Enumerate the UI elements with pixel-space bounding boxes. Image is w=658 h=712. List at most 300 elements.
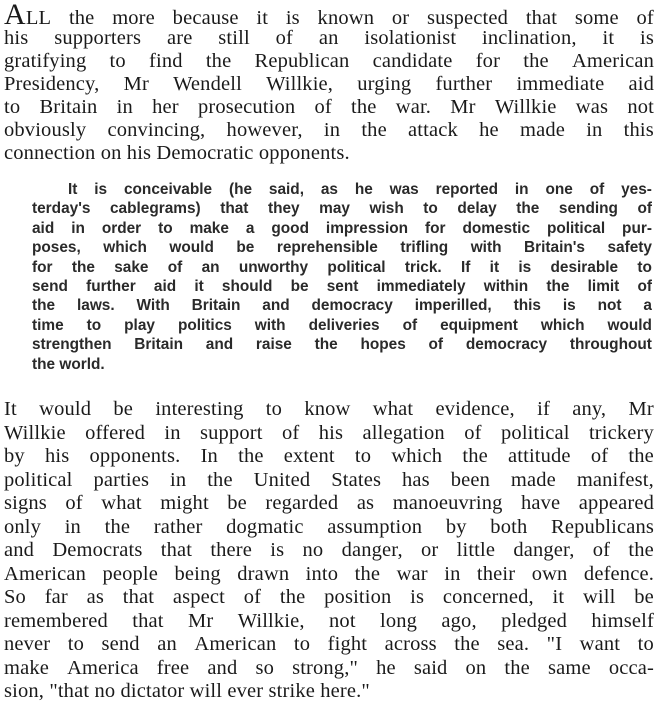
word: deliveries (308, 316, 380, 334)
word: or (391, 7, 410, 29)
word: it (194, 278, 204, 295)
word: it (552, 586, 565, 608)
text-line (4, 50, 654, 73)
word: what (101, 492, 142, 514)
word: to (86, 316, 102, 334)
word: only (4, 515, 42, 538)
word: are (166, 27, 193, 49)
word: order (101, 219, 142, 237)
word: obviously (4, 119, 87, 141)
word: safety (607, 239, 652, 257)
word: their (476, 562, 516, 585)
word: not (329, 609, 356, 632)
text-line (4, 73, 654, 96)
word: to (423, 200, 438, 218)
word: was (575, 96, 609, 118)
word: of (402, 316, 418, 334)
word: prosecution (197, 96, 296, 118)
word: said, (268, 181, 304, 198)
word: this (513, 297, 541, 315)
word: immediate (516, 73, 605, 95)
word: so (255, 656, 274, 679)
word: one (545, 181, 573, 198)
word: reprehensible (276, 239, 378, 257)
word: laws. (76, 297, 115, 315)
drop-cap-rest: LL (25, 7, 52, 29)
word: in (64, 515, 81, 538)
word: make (189, 219, 229, 237)
word: of (243, 586, 262, 608)
word: So (4, 586, 26, 608)
word: is (285, 7, 300, 29)
word: to (158, 219, 173, 237)
word: in (444, 562, 461, 585)
word: the (207, 468, 233, 491)
word: know (304, 398, 351, 420)
word: send (101, 633, 140, 655)
word: in (323, 119, 341, 141)
word: want (579, 633, 621, 655)
word: never (4, 633, 51, 655)
word: drawn (237, 562, 290, 585)
text-line (4, 119, 654, 142)
text-line (4, 539, 654, 562)
word: in (170, 468, 187, 491)
word: In (200, 445, 218, 467)
text-line (4, 586, 654, 609)
word: democracy (465, 336, 548, 354)
word: not (627, 96, 654, 118)
word: candidate (372, 50, 453, 72)
word: with (470, 239, 502, 257)
word: the (314, 336, 338, 354)
word: the (628, 539, 654, 561)
word: far (44, 586, 68, 608)
word: own (531, 562, 568, 585)
word: ago, (441, 609, 477, 632)
word: Britain (191, 297, 241, 315)
word: politics (177, 316, 232, 334)
word: as (320, 181, 338, 198)
word: domestic (462, 219, 531, 237)
word: trick. (404, 258, 442, 276)
word: and (4, 539, 35, 561)
word: to (354, 445, 372, 467)
word: concerned, (442, 586, 534, 608)
word: made (519, 119, 565, 141)
word: rather (153, 515, 203, 538)
word: Mr (187, 609, 214, 632)
word: said (413, 656, 448, 679)
text-line (4, 422, 654, 445)
word: the (279, 586, 306, 608)
word: aid (628, 73, 654, 95)
drop-cap: A (4, 0, 26, 30)
word: position (324, 586, 392, 608)
word: political (501, 421, 570, 444)
word: political (327, 258, 386, 276)
word: would (169, 239, 214, 257)
text-line (32, 356, 652, 374)
word: Presidency, (4, 73, 100, 95)
text-line (4, 27, 654, 50)
word: within (483, 278, 529, 295)
word: Willkie (494, 96, 557, 118)
text-line (68, 181, 652, 199)
word: Britain (134, 336, 184, 354)
word: fight (327, 633, 368, 655)
line-text: sion, "that no dictator will ever strike here." (4, 680, 370, 702)
word: conceivable (123, 181, 213, 198)
text-line (4, 680, 654, 703)
word: the (205, 50, 232, 72)
word: of (65, 492, 83, 514)
word: democracy (311, 297, 393, 315)
word: they (267, 200, 300, 218)
word: is (518, 258, 532, 276)
word: his (318, 421, 344, 444)
word: will (582, 586, 616, 608)
word: he (479, 119, 499, 141)
word: It (4, 398, 17, 420)
word: the (454, 633, 480, 655)
word: cablegrams) (109, 200, 201, 218)
word: aspect (172, 586, 226, 608)
text-line (4, 610, 654, 633)
word: that (220, 200, 249, 218)
word: sent (326, 278, 359, 295)
word: being (174, 562, 221, 585)
word: may (319, 200, 350, 218)
word: still (218, 27, 250, 49)
word: reported (435, 181, 499, 198)
word: a (643, 297, 652, 315)
word: he (376, 656, 396, 679)
word: free (156, 656, 190, 679)
text-line (4, 633, 654, 656)
word: and (205, 336, 234, 354)
word: that (525, 7, 558, 29)
word: the (354, 562, 381, 585)
word: assumption (327, 515, 423, 538)
word: appeared (578, 492, 654, 514)
word: of (464, 421, 482, 444)
word: which (391, 445, 443, 467)
word: into (305, 562, 339, 585)
word: convincing, (107, 119, 206, 141)
text-line (32, 239, 652, 257)
word: in (586, 119, 603, 141)
word: make (4, 656, 49, 679)
word: play (124, 316, 155, 334)
word: of (592, 539, 611, 561)
word: extent (283, 445, 335, 467)
word: the (462, 445, 488, 467)
word: Willkie, (237, 609, 305, 632)
word: delay (457, 200, 497, 218)
word: Britain's (524, 239, 585, 257)
word: United (253, 468, 311, 491)
word: of (281, 421, 300, 444)
word: it (256, 7, 269, 29)
word: Britain (39, 96, 98, 118)
word: supporters (54, 27, 142, 49)
word: be (236, 239, 255, 257)
word: poses, (32, 239, 81, 257)
word: manifest, (576, 468, 654, 491)
word: war (396, 562, 428, 585)
word: aid (32, 219, 55, 237)
word: for (32, 258, 53, 276)
word: was (389, 181, 419, 198)
word: strengthen (32, 336, 112, 354)
word: suspected (427, 7, 509, 29)
word: as (86, 586, 105, 608)
word: in (71, 219, 85, 237)
word: which (540, 316, 585, 334)
text-line (4, 516, 654, 539)
word: parties (93, 468, 150, 491)
word: gratifying (4, 50, 87, 72)
word: no (302, 539, 324, 561)
word: hopes (360, 336, 406, 354)
word: of (589, 181, 605, 198)
word: for (475, 50, 501, 72)
word: Republicans (551, 515, 654, 538)
text-line (4, 563, 654, 586)
word: would (39, 398, 92, 420)
word: yes- (621, 181, 652, 198)
word: of (637, 200, 652, 218)
word: inclination, (482, 27, 577, 49)
word: With (136, 297, 170, 315)
word: the (546, 278, 570, 295)
text-line (4, 445, 654, 468)
drop-cap-word (4, 0, 51, 30)
word: of (275, 27, 294, 49)
word: pledged (501, 609, 568, 632)
word: it (489, 258, 500, 276)
word: find (149, 50, 183, 72)
word: Mr (628, 398, 654, 420)
word: to (637, 633, 654, 655)
word: sending (558, 200, 618, 218)
word: to (265, 398, 283, 420)
word: people (102, 562, 159, 585)
word: an (157, 633, 177, 655)
word: danger, (341, 539, 403, 561)
text-line (4, 398, 654, 421)
word: raise (255, 336, 292, 354)
word: more (112, 7, 155, 29)
word: same (548, 656, 591, 679)
word: America (67, 656, 139, 679)
word: attack (408, 119, 458, 141)
word: the (516, 200, 540, 218)
word: American (571, 50, 654, 72)
word: the (32, 297, 56, 315)
word: known (317, 7, 375, 29)
word: an (318, 27, 339, 49)
word: political (4, 468, 73, 491)
word: both (490, 515, 528, 538)
word: allegation (362, 421, 445, 444)
word: of (428, 336, 444, 354)
word: any, (572, 398, 607, 420)
word: Republican (254, 50, 350, 72)
word: American (194, 633, 277, 655)
word: aid (153, 278, 177, 295)
word: be (227, 492, 247, 514)
word: made (510, 468, 556, 491)
word: because (172, 7, 239, 29)
word: of (314, 96, 332, 118)
word: immediately (376, 278, 466, 295)
word: signs (4, 492, 47, 514)
word: of (637, 278, 652, 295)
word: with (254, 316, 286, 334)
word: is (270, 539, 285, 561)
word: to (4, 96, 21, 118)
word: there (210, 539, 253, 561)
word: equipment (440, 316, 518, 334)
word: he (354, 181, 373, 198)
word: his (44, 445, 70, 467)
word: the (68, 7, 95, 29)
word: unworthy (238, 258, 309, 276)
word: the (238, 445, 264, 467)
word: desirable (550, 258, 619, 276)
word: be (290, 278, 309, 295)
word: that (132, 609, 164, 632)
word: wish (369, 200, 404, 218)
word: have (521, 492, 561, 514)
word: occa- (608, 656, 654, 679)
word: that (122, 586, 155, 608)
word: Willkie (4, 421, 66, 444)
line-text: the world. (32, 355, 105, 373)
word: been (450, 468, 490, 491)
word: support (200, 421, 263, 444)
word: It (68, 181, 78, 198)
text-line (32, 317, 652, 335)
word: the (104, 515, 131, 538)
word: not (597, 297, 622, 315)
word: what (372, 398, 414, 420)
word: limit (587, 278, 620, 295)
word: imperilled, (414, 297, 492, 315)
word: an (201, 258, 220, 276)
word: evidence, (435, 398, 515, 420)
word: States (331, 468, 382, 491)
word: remembered (4, 609, 108, 632)
word: pur- (622, 219, 652, 237)
word: sea. (497, 633, 530, 655)
text-line (4, 96, 654, 119)
word: himself (591, 609, 654, 632)
word: which (103, 239, 147, 257)
word: of (167, 258, 183, 276)
word: defence. (583, 562, 654, 585)
word: Mr (123, 73, 149, 95)
text-line (32, 278, 652, 296)
word: by (4, 445, 25, 467)
word: the (361, 119, 387, 141)
word: regarded (265, 492, 339, 514)
word: (he (228, 181, 253, 198)
word: attitude (508, 445, 571, 467)
word: on (465, 656, 487, 679)
word: to (109, 50, 126, 72)
text-line (32, 336, 652, 354)
word: the (351, 96, 377, 118)
word: If (460, 258, 471, 276)
word: the (523, 50, 549, 72)
word: send (32, 278, 68, 295)
word: throughout (569, 336, 652, 354)
word: as (356, 492, 375, 514)
word: manoeuvring (392, 492, 503, 514)
word: Democrats (52, 539, 143, 561)
word: isolationist (364, 27, 457, 49)
word: if (537, 398, 550, 420)
word: the (504, 656, 530, 679)
word: Willkie, (266, 73, 334, 95)
word: opponents. (89, 445, 181, 467)
word: offered (85, 421, 145, 444)
word: by (445, 515, 467, 538)
word: American (4, 562, 87, 585)
word: across (384, 633, 437, 655)
word: Wendell (173, 73, 242, 95)
word: has (402, 468, 430, 491)
word: interesting (155, 398, 244, 420)
word: terday's (32, 200, 91, 218)
word: some (574, 7, 619, 29)
text-line (4, 0, 654, 30)
word: "I (546, 633, 563, 655)
word: a (245, 219, 255, 237)
word: the (71, 258, 95, 276)
word: time (32, 316, 64, 334)
word: her (152, 96, 179, 118)
word: to (67, 633, 85, 655)
line-text: connection on his Democratic opponents. (4, 142, 350, 164)
word: however, (226, 119, 303, 141)
word: strong," (292, 656, 359, 679)
word: in (514, 181, 529, 198)
text-line (4, 492, 654, 515)
word: political (546, 219, 606, 237)
text-line (4, 142, 654, 165)
word: trifling (400, 239, 449, 257)
word: to (293, 633, 311, 655)
word: should (221, 278, 273, 295)
word: war. (395, 96, 432, 118)
word: of (590, 445, 609, 467)
word: danger, (513, 539, 575, 561)
word: sake (114, 258, 149, 276)
word: is (640, 27, 654, 49)
word: be (634, 586, 654, 608)
word: and (207, 656, 238, 679)
word: in (116, 96, 133, 118)
word: trickery (588, 421, 654, 444)
word: for (424, 219, 446, 237)
text-line (32, 297, 652, 315)
word: might (160, 492, 209, 514)
word: is (410, 586, 425, 608)
